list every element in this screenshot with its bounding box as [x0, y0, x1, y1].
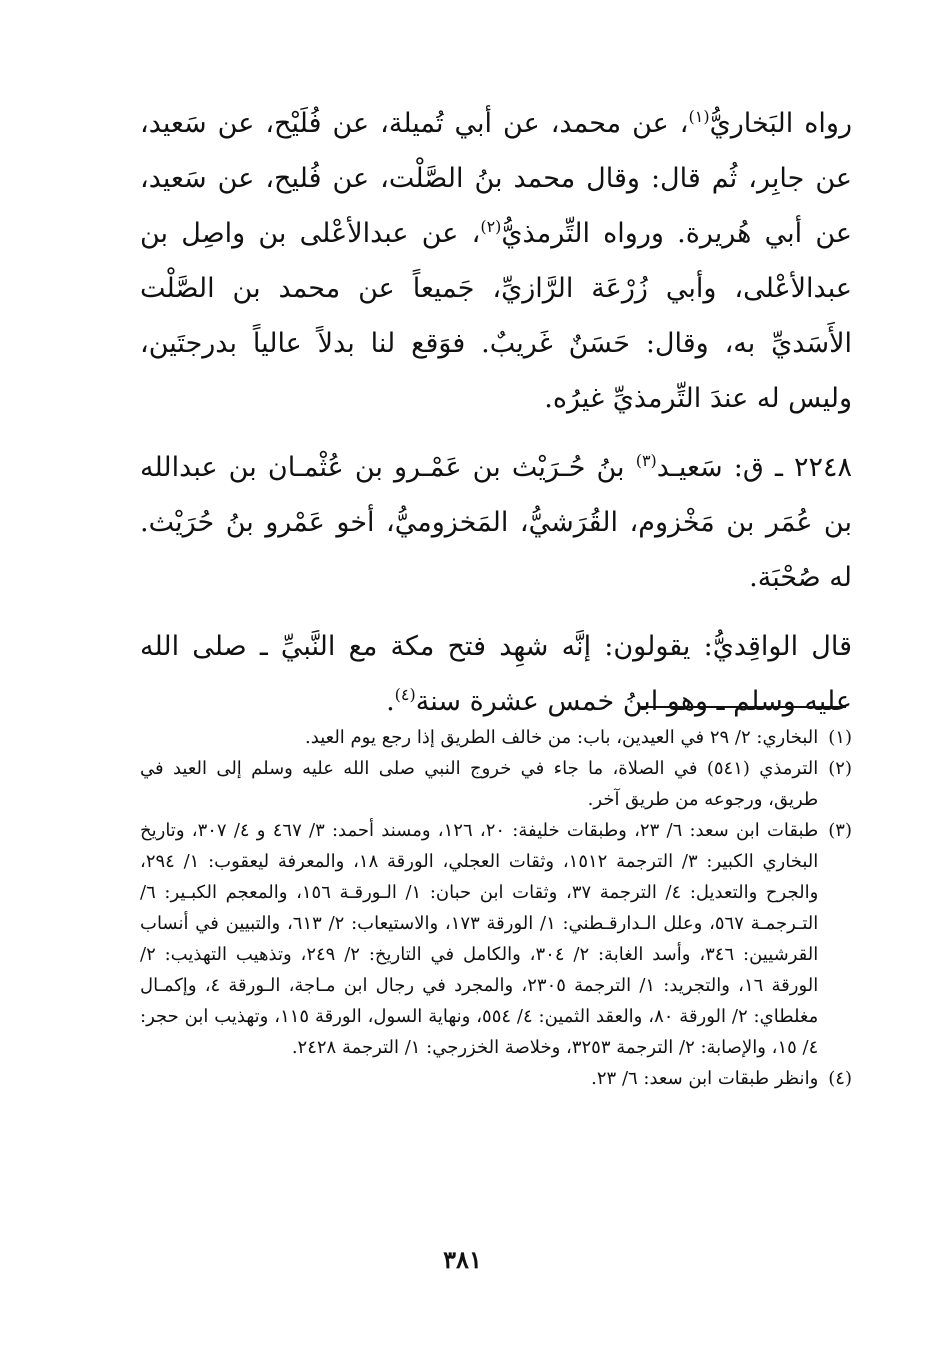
footnote-number: (٤) — [828, 1068, 852, 1089]
footnote-text: البخاري: ٢/ ٢٩ في العيدين، باب: من خالف الطريق إذا رجع يوم العيد. — [305, 727, 819, 748]
text-segment: ، عن عبدالأعْلى بن واصِل بن عبدالأعْلى، وأبي زُرْعَة الرَّازيِّ، جَميعاً عن محمد بن الصَّلْت الأَسَديِّ به، وقال: حَسَنٌ غَريبٌ. فوَقع لنا بدلاً عالياً بدرجتَين، وليس له عندَ التِّرمذيِّ غيرُه. — [140, 218, 852, 414]
text-segment: قال الواقِديُّ: يقولون: إنَّه شهِد فتح مكة مع النَّبيِّ ـ صلى الله عليه وسلم ـ وهو ابنُ خمس عشرة سنة — [140, 631, 852, 717]
paragraph-hadith-narration — [140, 96, 852, 426]
footnote-number: (٣) — [828, 820, 852, 841]
text-segment: . — [386, 686, 395, 717]
footnote-ref: (١) — [688, 107, 710, 126]
paragraph-waqidi-quote — [140, 619, 852, 729]
footnote-item — [140, 722, 852, 753]
footnote-text: الترمذي (٥٤١) في الصلاة، ما جاء في خروج النبي صلى الله عليه وسلم إلى العيد في طريق، ورجوعه من طريق آخر. — [140, 758, 819, 810]
page-number: ٣٨١ — [443, 1245, 482, 1274]
footnote-number: (١) — [828, 727, 852, 748]
footnote-text: وانظر طبقات ابن سعد: ٦/ ٢٣. — [591, 1068, 819, 1089]
footnote-separator — [640, 706, 846, 708]
main-text — [140, 96, 852, 729]
footnote-item — [140, 1063, 852, 1094]
text-segment: بنُ حُـرَيْث بن عَمْـرو بن عُثْمـان بن عبدالله بن عُمَر بن مَخْزوم، القُرَشيُّ، المَخزوميُّ، أخو عَمْرو بنُ حُرَيْث. له صُحْبَة. — [140, 452, 852, 593]
paragraph-biography-entry — [140, 440, 852, 605]
footnote-ref: (٢) — [480, 217, 502, 236]
footnote-item — [140, 753, 852, 815]
text-segment: ، عن محمد، عن أبي تُميلة، عن فُلَيْح، عن سَعيد، عن جابِر، ثُم قال: وقال محمد بنُ الصَّلْت، عن فُليح، عن سَعيد، عن أبي هُريرة. ورواه التِّرمذيُّ — [140, 108, 852, 249]
footnote-number: (٢) — [828, 758, 852, 779]
text-segment: ٢٢٤٨ ـ ق: سَعيـد — [656, 452, 852, 483]
footnote-item — [140, 815, 852, 1063]
footnote-text: طبقات ابن سعد: ٦/ ٢٣، وطبقات خليفة: ٢٠، ١٢٦، ومسند أحمد: ٣/ ٤٦٧ و ٤/ ٣٠٧، وتاريخ البخاري الكبير: ٣/ الترجمة ١٥١٢، وثقات العجلي، الورقة ١٨، والمعرفة ليعقوب: ١/ ٢٩٤، والجرح والتعديل: ٤/ الترجمة ٣٧، وثقات ابن حبان: ١/ الـورقـة ١٥٦، والمعجم الكبـير: ٦/ التـرجمـة ٥٦٧، وعلل الـدارقـطني: ١/ الورقة ١٧٣، والاستيعاب: ٢/ ٦١٣، والتبيين في أنساب القرشيين: ٣٤٦، وأسد الغابة: ٢/ ٣٠٤، والكامل في التاريخ: ٢/ ٢٤٩، وتذهيب التهذيب: ٢/ الورقة ١٦، والتجريد: ١/ الترجمة ٢٣٠٥، والمجرد في رجال ابن مـاجة، الـورقة ٤، وإكمـال مغلطاي: ٢/ الورقة ٨٠، والعقد الثمين: ٤/ ٥٥٤، ونهاية السول، الورقة ١١٥، وتهذيب ابن حجر: ٤/ ١٥، والإصابة: ٢/ الترجمة ٣٢٥٣، وخلاصة الخزرجي: ١/ الترجمة ٢٤٢٨. — [140, 820, 819, 1058]
footnote-ref: (٣) — [635, 451, 657, 470]
footnotes-section — [140, 722, 852, 1094]
footnote-ref: (٤) — [394, 685, 416, 704]
text-segment: رواه البَخاريُّ — [709, 108, 852, 139]
